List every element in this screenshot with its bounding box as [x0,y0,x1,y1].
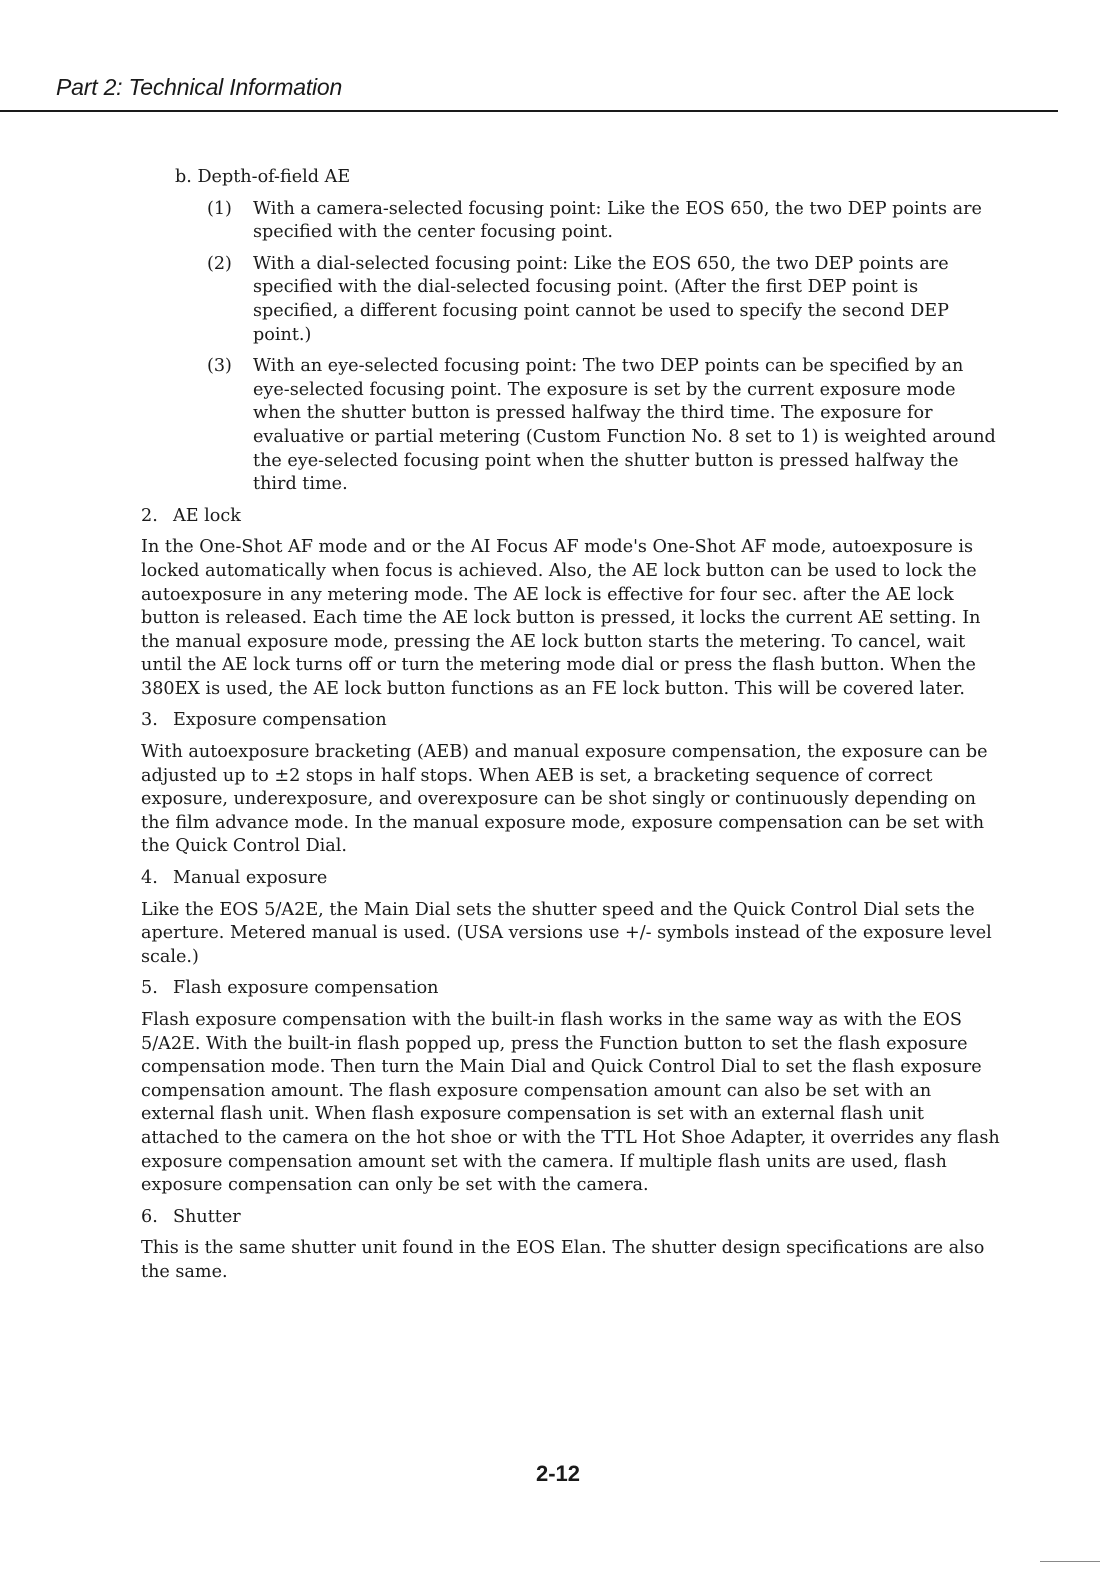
corner-mark [1040,1561,1100,1562]
subsection-heading: b. Depth-of-field AE [175,167,351,187]
list-item-text: With a camera-selected focusing point: Like the EOS 650, the two DEP points are specified with the center focusing point. [253,198,982,243]
list-item-number: (2) [207,253,232,274]
section-body-ae-lock: In the One-Shot AF mode and or the AI Focus AF mode's One-Shot AF mode, autoexposure is locked automatically when focus is achieved. Also, the AE lock button can be used to lock the autoexposure in any metering mode. The AE lock is effective for four sec. after the AE lock button is released. Each time the AE lock button is pressed, it locks the current AE setting. In the manual exposure mode, pressing the AE lock button starts the metering. To cancel, wait until the AE lock turns off or turn the metering mode dial or press the flash button. When the 380EX is used, the AE lock button functions as an FE lock button. This will be covered later. [141,537,981,699]
section-heading-ae-lock: 2. AE lock [141,505,241,526]
section-body-exposure-compensation: With autoexposure bracketing (AEB) and manual exposure compensation, the exposure can be adjusted up to ±2 stops in half stops. When AEB is set, a bracketing sequence of correct exposure, underexposure, and overexposure can be shot singly or continuously depending on the film advance mode. In the manual exposure mode, exposure compensation can be set with the Quick Control Dial. [141,742,988,857]
section-heading-exposure-compensation: 3. Exposure compensation [141,710,387,731]
list-item [207,355,1001,497]
section-body-shutter: This is the same shutter unit found in the EOS Elan. The shutter design specifications are also the same. [141,1238,985,1282]
section-heading-manual-exposure: 4. Manual exposure [141,868,328,889]
header-divider [0,110,1058,112]
page-number: 2-12 [535,1461,581,1486]
page-header-title: Part 2: Technical Information [56,74,343,100]
list-item [207,198,1001,245]
page-content [141,166,1001,1293]
list-item-number: (1) [207,198,232,219]
section-body-flash-exposure-compensation: Flash exposure compensation with the built-in flash works in the same way as with the EOS 5/A2E. With the built-in flash popped up, press the Function button to set the flash exposure compensation mode. Then turn the Main Dial and Quick Control Dial to set the flash exposure compensation amount. The flash exposure compensation amount can also be set with an external flash unit. When flash exposure compensation is set with an external flash unit attached to the camera on the hot shoe or with the TTL Hot Shoe Adapter, it overrides any flash exposure compensation amount set with the camera. If multiple flash units are used, flash exposure compensation can only be set with the camera. [141,1010,1000,1196]
section-heading-shutter: 6. Shutter [141,1206,241,1227]
list-item [207,253,1001,347]
list-item-text: With an eye-selected focusing point: The two DEP points can be specified by an eye-selected focusing point. The exposure is set by the current exposure mode when the shutter button is pressed halfway the third time. The exposure for evaluative or partial metering (Custom Function No. 8 set to 1) is weighted around the eye-selected focusing point when the shutter button is pressed halfway the third time. [253,356,996,495]
section-body-manual-exposure: Like the EOS 5/A2E, the Main Dial sets the shutter speed and the Quick Control Dial sets the aperture. Metered manual is used. (USA versions use +/- symbols instead of the exposure level scale.) [141,899,992,967]
section-heading-flash-exposure-compensation: 5. Flash exposure compensation [141,978,439,999]
list-item-number: (3) [207,356,232,377]
list-item-text: With a dial-selected focusing point: Like the EOS 650, the two DEP points are specified with the dial-selected focusing point. (After the first DEP point is specified, a different focusing point cannot be used to specify the second DEP point.) [253,253,949,345]
